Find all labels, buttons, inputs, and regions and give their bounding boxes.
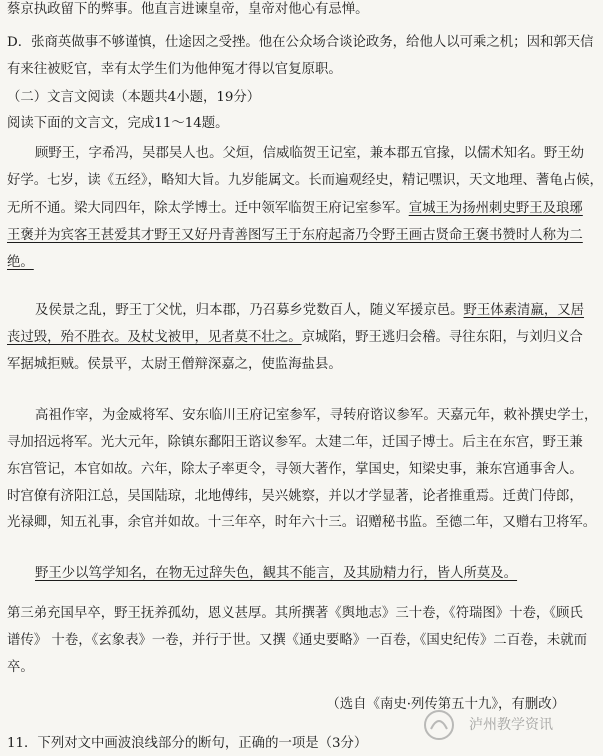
text-segment-plain: 及侯景之乱，野王丁父忧，归本郡，乃召募乡党数百人，随义军援京邑。 bbox=[35, 303, 464, 318]
text-line-2: D．张商英做事不够谨慎，仕途因之受挫。他在公众场合谈论政务，给他人以可乘之机；因和郭天信 bbox=[7, 35, 594, 50]
text-segment-plain: 京城陷，野王逃归会稽。寻往东阳，与刘归义合 bbox=[301, 330, 583, 345]
text-line-18: 光禄卿，知五礼事，余官并如故。十三年卒，时年六十三。诏赠秘书监。至德二年，又赠右卫将军。 bbox=[7, 515, 597, 530]
text-line-11 bbox=[7, 301, 585, 321]
instruction-line: 阅读下面的文言文，完成11～14题。 bbox=[7, 116, 229, 131]
text-line-1: 蔡京执政留下的弊事。他直言进谏皇帝，皇帝对他心有忌惮。 bbox=[7, 2, 369, 17]
text-line-22: 卒。 bbox=[7, 660, 34, 675]
text-line-14: 高祖作宰，为金威将军、安东临川王府记室参军，寻转府谘议参军。天嘉元年，敕补撰史学士， bbox=[35, 408, 598, 423]
text-segment-plain: 无所不通。梁大同四年，除太学博士。迁中领军临贺王府记室参军。 bbox=[7, 201, 409, 216]
text-line-7: 好学。七岁，读《五经》，略知大旨。九岁能属文。长而遍观经史，精记嘿识，天文地理、蓍龟占候， bbox=[7, 173, 603, 188]
text-line-17: 时宫僚有济阳江总，吴国陆琼，北地傅纬，吴兴姚察，并以才学显著，论者推重焉。迁黄门侍郎， bbox=[7, 489, 583, 504]
source-citation: （选自《南史·列传第五十九》，有删改） bbox=[326, 697, 565, 712]
underlined-segment: 野王体素清羸，又居 bbox=[463, 303, 585, 318]
text-line-13: 军据城拒贼。侯景平，太尉王僧辩深嘉之，使监海盐县。 bbox=[7, 357, 342, 372]
text-line-8 bbox=[7, 199, 583, 219]
wavy-underlined-line-end: 绝。 bbox=[7, 255, 34, 270]
wavy-underlined-segment: 宣城王为扬州刺史野王及琅琊 bbox=[408, 201, 583, 216]
text-line-16: 东宫管记，本官如故。六年，除太子率更令，寻领大著作，掌国史，知梁史事，兼东宫通事舍人。 bbox=[7, 462, 583, 477]
wavy-underlined-line: 王褒并为宾客王甚爱其才野王又好丹青善图写王于东府起斋乃令野王画古贤命王褒书赞时人称为二 bbox=[7, 228, 583, 243]
underlined-sentence: 野王少以笃学知名，在物无过辞失色，観其不能言，及其励精力行，皆人所莫及。 bbox=[35, 566, 518, 581]
text-line-12 bbox=[7, 328, 583, 348]
question-11: 11．下列对文中画波浪线部分的断句，正确的一项是（3分） bbox=[7, 736, 368, 751]
text-line-21: 谱传》 十卷，《玄象表》一卷，并行于世。又撰《通史要略》一百卷，《国史纪传》二百卷，未就而 bbox=[7, 633, 588, 648]
text-line-3: 有来往被贬官，幸有太学生们为他伸冤才得以官复原职。 bbox=[7, 62, 342, 77]
text-line-20: 第三弟充国早卒，野王抚养孤幼，恩义甚厚。其所撰著《舆地志》三十卷，《符瑞图》十卷，《顾氏 bbox=[7, 606, 583, 621]
watermark-text: 泸州教学资讯 bbox=[469, 717, 553, 733]
text-line-6: 顾野王，字希冯，吴郡吴人也。父烜，信威临贺王记室，兼本郡五官掾，以儒术知名。野王幼 bbox=[35, 146, 585, 161]
section-heading: （二）文言文阅读（本题共4小题，19分） bbox=[7, 90, 261, 105]
text-line-15: 寻加招远将军。光大元年，除镇东鄱阳王谘议参军。太建二年，迁国子博士。后主在东宫，野王兼 bbox=[7, 435, 583, 450]
underlined-segment: 丧过毁，殆不胜衣。及杖戈被甲，见者莫不壮之。 bbox=[7, 330, 302, 345]
